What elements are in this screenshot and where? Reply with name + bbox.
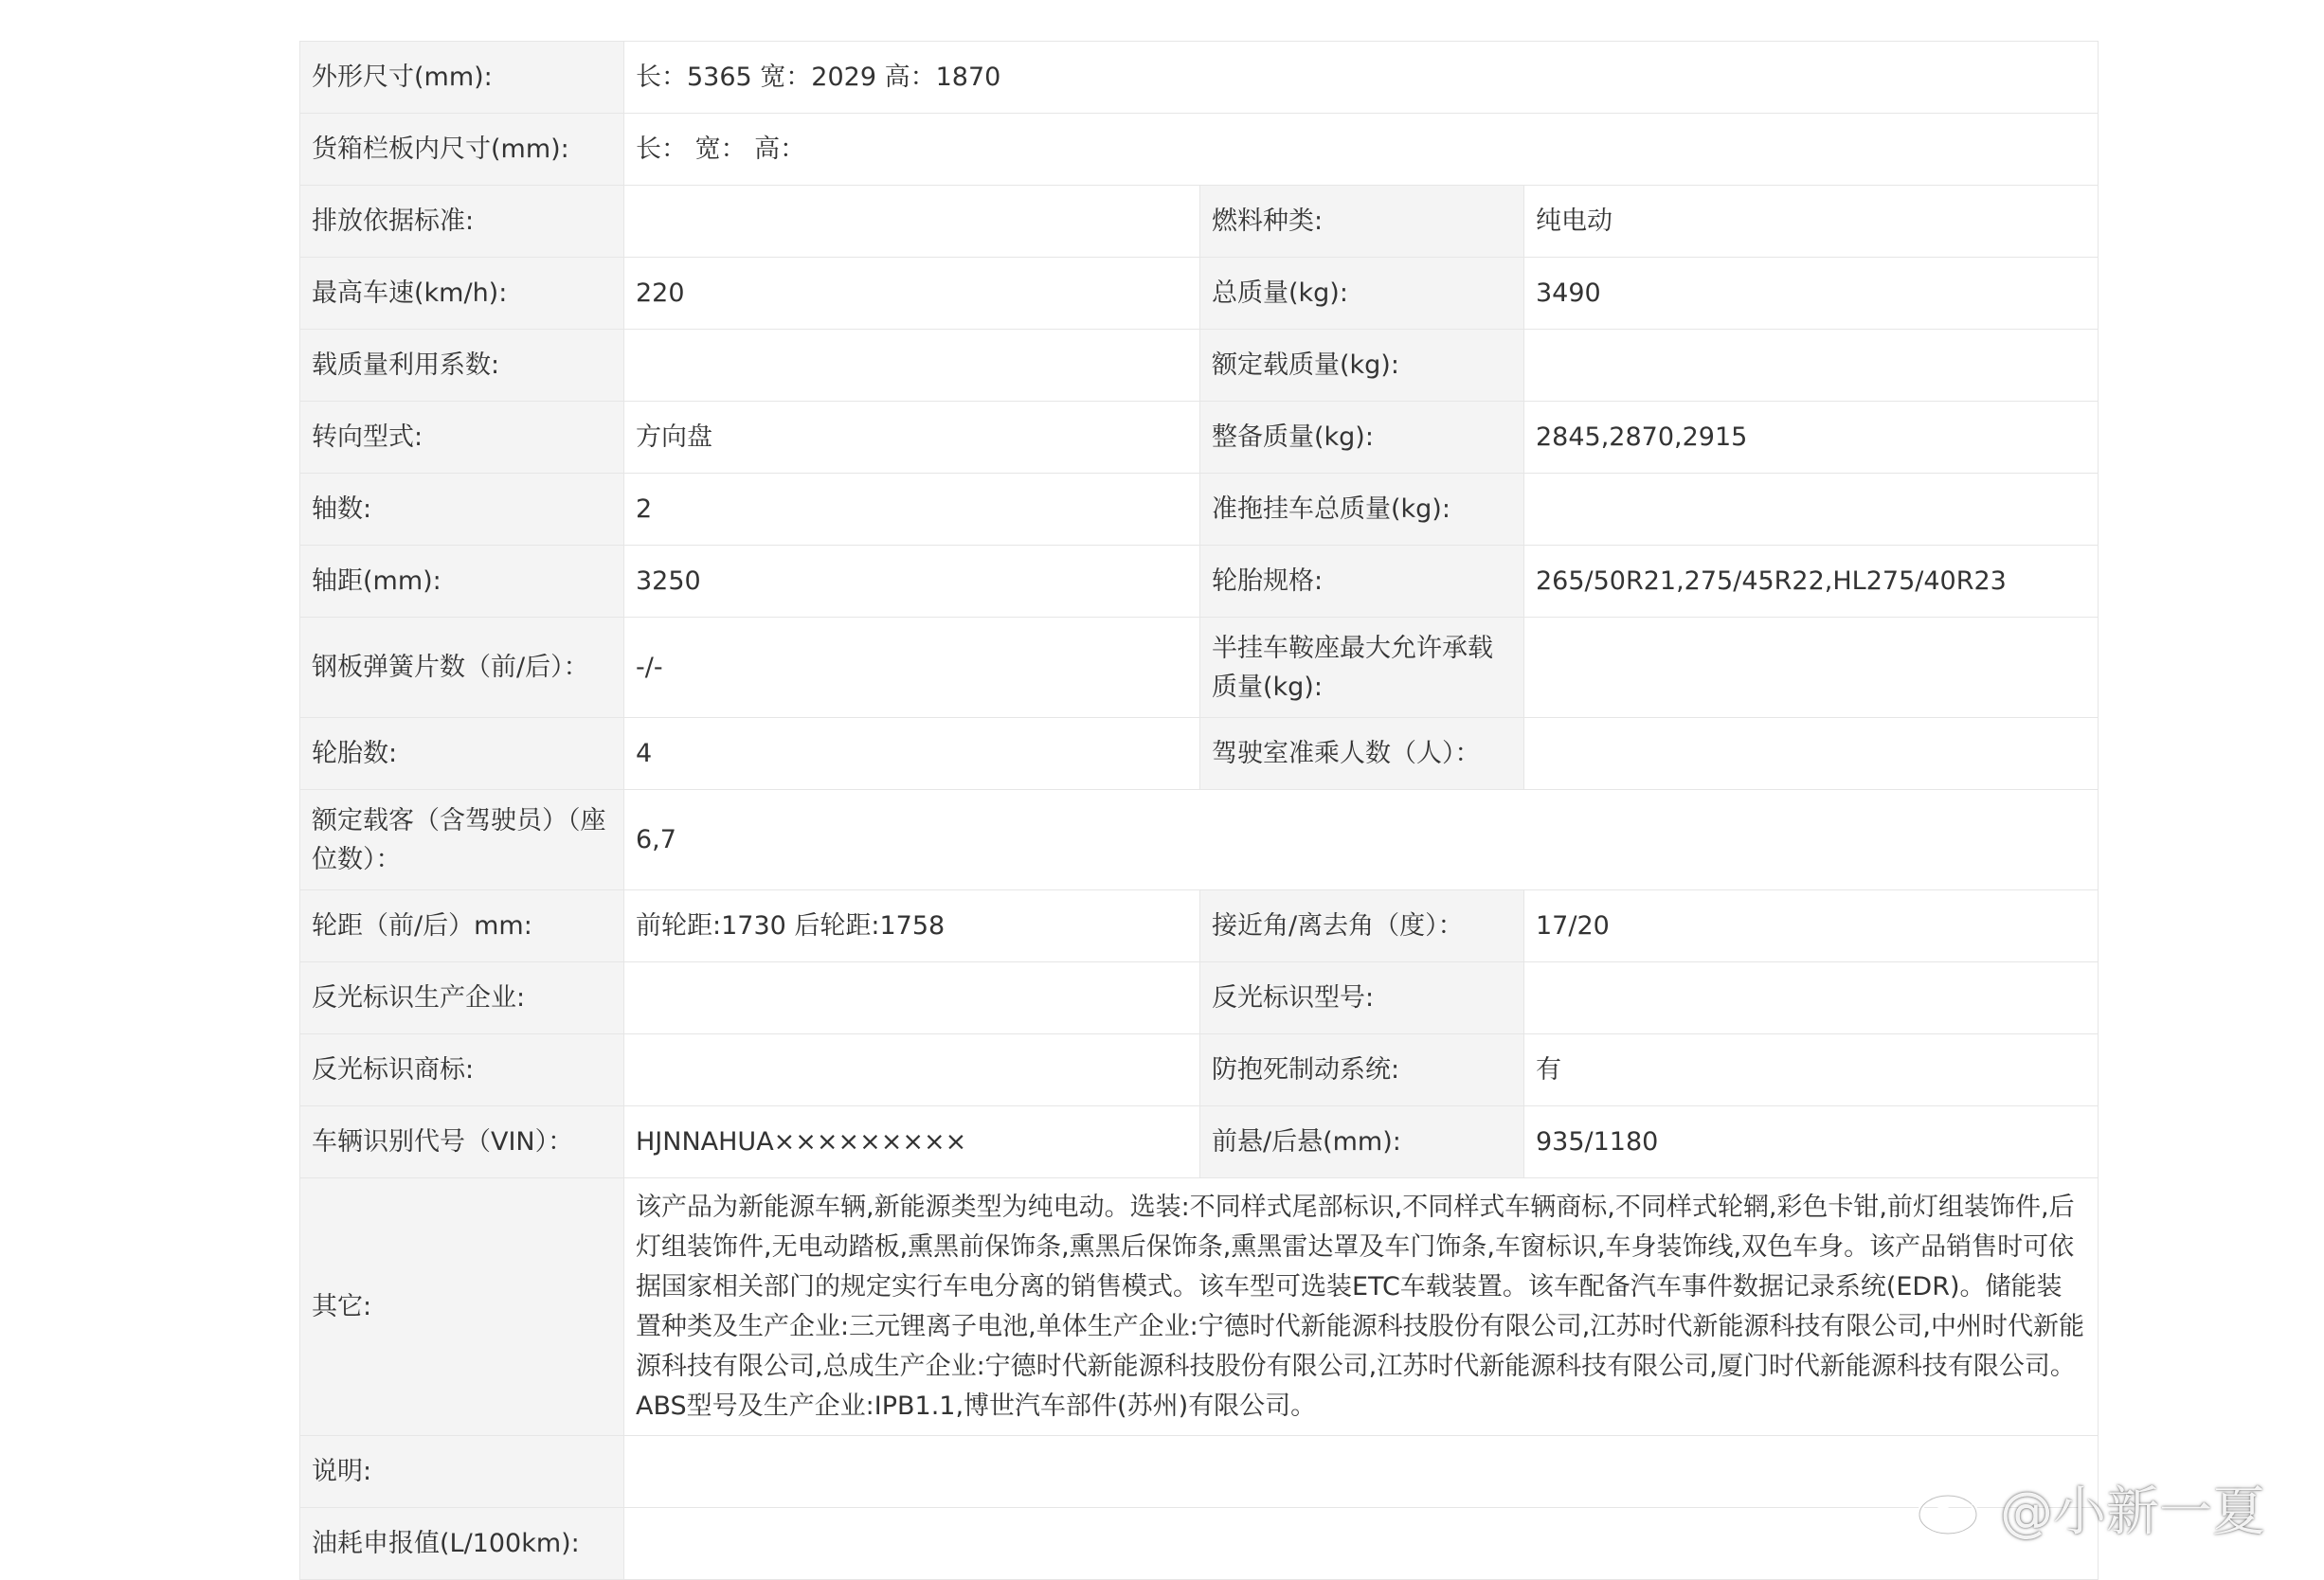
value-total-mass: 3490 bbox=[1524, 258, 2099, 330]
value-tire-spec: 265/50R21,275/45R22,HL275/40R23 bbox=[1524, 546, 2099, 618]
label-abs-system: 防抱死制动系统: bbox=[1200, 1034, 1524, 1106]
label-approach-departure-angle: 接近角/离去角（度）： bbox=[1200, 890, 1524, 962]
label-overhang: 前悬/后悬(mm): bbox=[1200, 1106, 1524, 1178]
label-fuel-type: 燃料种类: bbox=[1200, 186, 1524, 258]
label-trailer-mass: 准拖挂车总质量(kg): bbox=[1200, 474, 1524, 546]
label-steering-type: 转向型式: bbox=[300, 402, 624, 474]
value-fuel-consumption bbox=[624, 1508, 2099, 1580]
table-row bbox=[300, 546, 2099, 618]
label-load-utilization: 载质量利用系数: bbox=[300, 330, 624, 402]
value-rated-passengers: 6,7 bbox=[624, 790, 2099, 890]
label-reflector-brand: 反光标识商标: bbox=[300, 1034, 624, 1106]
value-overhang: 935/1180 bbox=[1524, 1106, 2099, 1178]
label-vin: 车辆识别代号（VIN）： bbox=[300, 1106, 624, 1178]
label-fuel-consumption: 油耗申报值(L/100km): bbox=[300, 1508, 624, 1580]
table-row bbox=[300, 618, 2099, 718]
table-row bbox=[300, 258, 2099, 330]
table-row bbox=[300, 1436, 2099, 1508]
label-tire-spec: 轮胎规格: bbox=[1200, 546, 1524, 618]
table-row bbox=[300, 1508, 2099, 1580]
spec-table bbox=[299, 41, 2099, 1580]
table-row bbox=[300, 330, 2099, 402]
label-cab-occupants: 驾驶室准乘人数（人）： bbox=[1200, 718, 1524, 790]
value-emission-standard bbox=[624, 186, 1200, 258]
value-curb-mass: 2845,2870,2915 bbox=[1524, 402, 2099, 474]
value-reflector-manufacturer bbox=[624, 962, 1200, 1034]
value-wheelbase: 3250 bbox=[624, 546, 1200, 618]
table-row bbox=[300, 890, 2099, 962]
value-axle-count: 2 bbox=[624, 474, 1200, 546]
table-row bbox=[300, 718, 2099, 790]
value-tire-count: 4 bbox=[624, 718, 1200, 790]
watermark bbox=[1917, 1465, 2265, 1551]
table-row bbox=[300, 790, 2099, 890]
watermark-text: @小新一夏 bbox=[2000, 1481, 2265, 1543]
value-rated-load bbox=[1524, 330, 2099, 402]
label-other: 其它: bbox=[300, 1178, 624, 1436]
label-rated-load: 额定载质量(kg): bbox=[1200, 330, 1524, 402]
value-vin: HJNNAHUA××××××××× bbox=[624, 1106, 1200, 1178]
label-max-speed: 最高车速(km/h): bbox=[300, 258, 624, 330]
value-leaf-springs: -/- bbox=[624, 618, 1200, 718]
label-leaf-springs: 钢板弹簧片数（前/后）： bbox=[300, 618, 624, 718]
value-max-speed: 220 bbox=[624, 258, 1200, 330]
value-other: 该产品为新能源车辆,新能源类型为纯电动。选装:不同样式尾部标识,不同样式车辆商标,不同样式轮辋,彩色卡钳,前灯组装饰件,后灯组装饰件,无电动踏板,熏黑前保饰条,熏黑后保饰条,熏黑雷达罩及车门饰条,车窗标识,车身装饰线,双色车身。该产品销售时可依据国家相关部门的规定实行车电分离的销售模式。该车型可选装ETC车载装置。该车配备汽车事件数据记录系统(EDR)。储能装置种类及生产企业:三元锂离子电池,单体生产企业:宁德时代新能源科技股份有限公司,江苏时代新能源科技有限公司,中州时代新能源科技有限公司,总成生产企业:宁德时代新能源科技股份有限公司,江苏时代新能源科技有限公司,厦门时代新能源科技有限公司。ABS型号及生产企业:IPB1.1,博世汽车部件(苏州)有限公司。 bbox=[624, 1178, 2099, 1436]
label-wheelbase: 轴距(mm): bbox=[300, 546, 624, 618]
value-fuel-type: 纯电动 bbox=[1524, 186, 2099, 258]
label-track-width: 轮距（前/后）mm: bbox=[300, 890, 624, 962]
table-row bbox=[300, 1106, 2099, 1178]
table-row bbox=[300, 962, 2099, 1034]
value-load-utilization bbox=[624, 330, 1200, 402]
value-approach-departure-angle: 17/20 bbox=[1524, 890, 2099, 962]
value-reflector-model bbox=[1524, 962, 2099, 1034]
table-row bbox=[300, 402, 2099, 474]
value-exterior-dimensions: 长：5365 宽：2029 高：1870 bbox=[624, 42, 2099, 114]
label-reflector-model: 反光标识型号: bbox=[1200, 962, 1524, 1034]
value-trailer-mass bbox=[1524, 474, 2099, 546]
table-row bbox=[300, 114, 2099, 186]
value-cargo-box-dimensions: 长： 宽： 高： bbox=[624, 114, 2099, 186]
value-saddle-load bbox=[1524, 618, 2099, 718]
value-reflector-brand bbox=[624, 1034, 1200, 1106]
label-emission-standard: 排放依据标准: bbox=[300, 186, 624, 258]
value-cab-occupants bbox=[1524, 718, 2099, 790]
value-steering-type: 方向盘 bbox=[624, 402, 1200, 474]
label-rated-passengers: 额定载客（含驾驶员）（座位数）： bbox=[300, 790, 624, 890]
label-cargo-box-dimensions: 货箱栏板内尺寸(mm): bbox=[300, 114, 624, 186]
label-curb-mass: 整备质量(kg): bbox=[1200, 402, 1524, 474]
label-total-mass: 总质量(kg): bbox=[1200, 258, 1524, 330]
label-saddle-load: 半挂车鞍座最大允许承载质量(kg): bbox=[1200, 618, 1524, 718]
table-row bbox=[300, 186, 2099, 258]
weibo-icon bbox=[1917, 1479, 1987, 1537]
table-row bbox=[300, 1034, 2099, 1106]
value-notes bbox=[624, 1436, 2099, 1508]
label-tire-count: 轮胎数: bbox=[300, 718, 624, 790]
label-axle-count: 轴数: bbox=[300, 474, 624, 546]
value-abs-system: 有 bbox=[1524, 1034, 2099, 1106]
table-row bbox=[300, 1178, 2099, 1436]
table-row bbox=[300, 42, 2099, 114]
label-reflector-manufacturer: 反光标识生产企业: bbox=[300, 962, 624, 1034]
value-track-width: 前轮距:1730 后轮距:1758 bbox=[624, 890, 1200, 962]
label-notes: 说明: bbox=[300, 1436, 624, 1508]
table-row bbox=[300, 474, 2099, 546]
label-exterior-dimensions: 外形尺寸(mm): bbox=[300, 42, 624, 114]
